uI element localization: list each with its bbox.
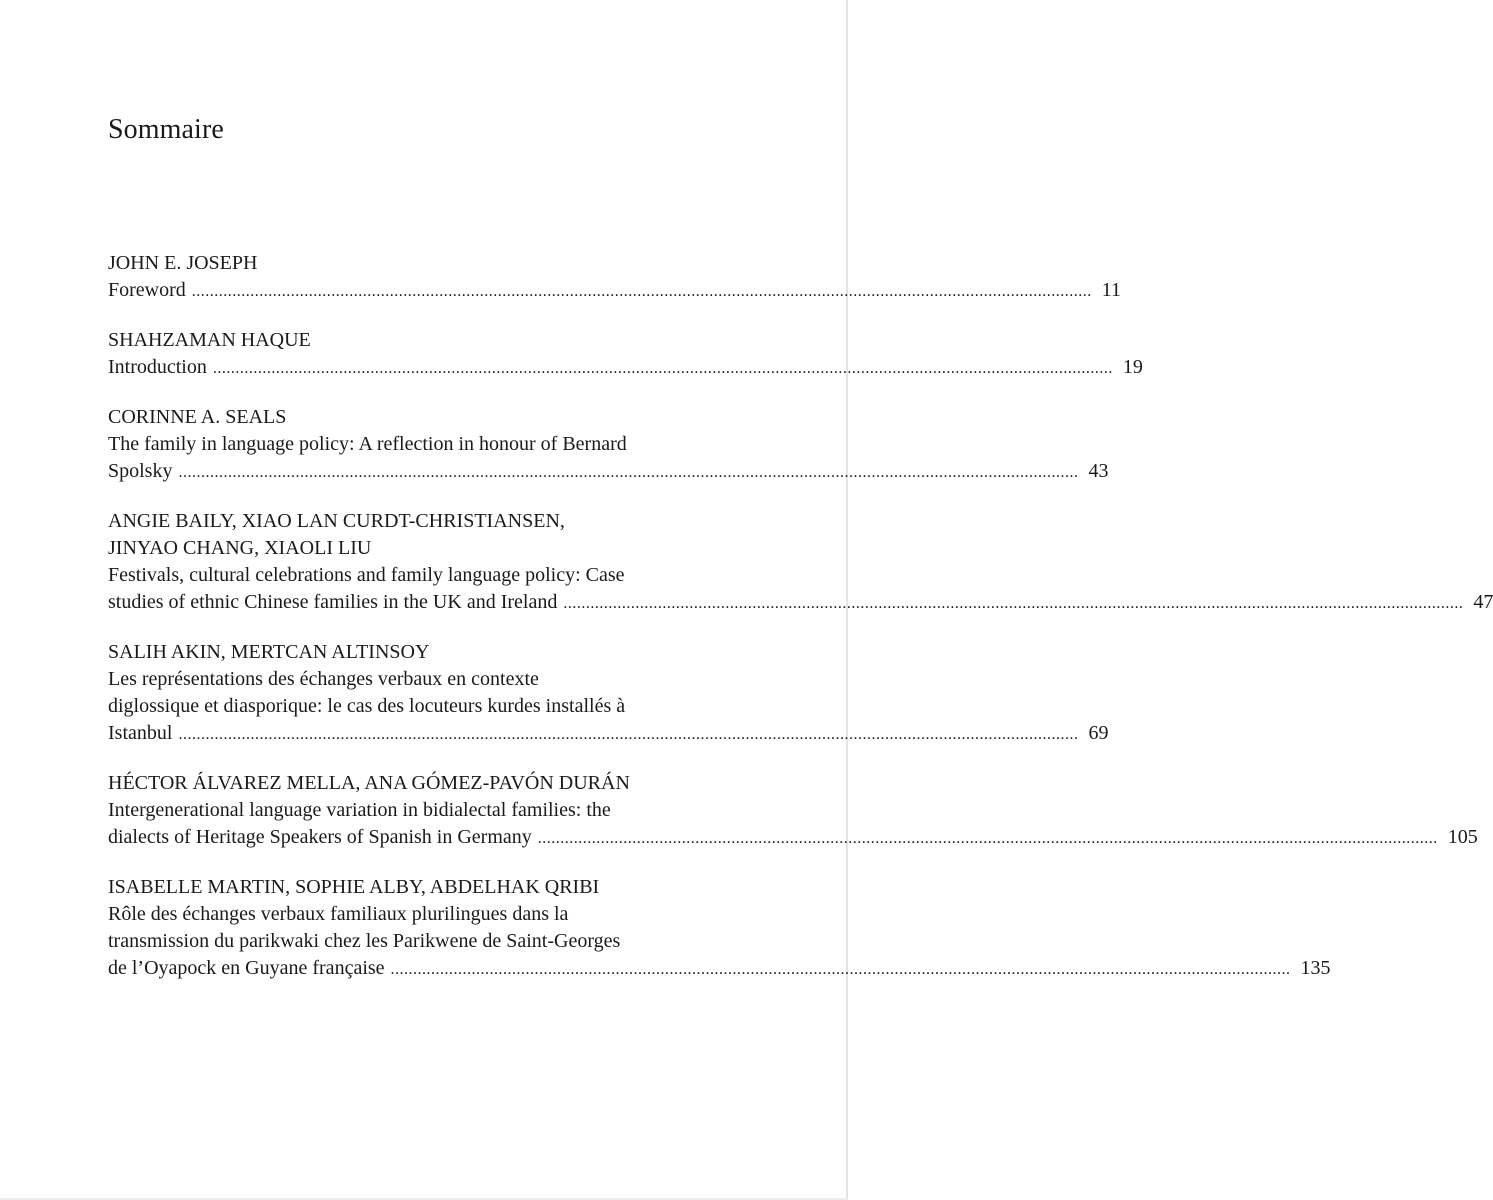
dot-leader: ........................................................................................................................................................................................................ [212,360,1113,377]
entry-title-text: Spolsky [108,460,173,482]
entry-title-last-line [108,458,1109,486]
dot-leader: ........................................................................................................................................................................................................ [537,830,1438,847]
toc-entry[interactable] [108,770,1478,852]
entry-authors: ISABELLE MARTIN, SOPHIE ALBY, ABDELHAK QRIBI [108,876,600,898]
entry-title-last-line [108,277,1122,305]
entry-title-text: dialects of Heritage Speakers of Spanish in Germany [108,826,532,848]
entry-title-line: Les représentations des échanges verbaux en contexte [108,668,539,690]
table-of-contents [108,250,1493,1005]
toc-entry[interactable] [108,874,1331,983]
entry-title-line: Festivals, cultural celebrations and family language policy: Case [108,564,625,586]
entry-authors: JOHN E. JOSEPH [108,252,258,274]
dot-leader: ........................................................................................................................................................................................................ [178,726,1079,743]
entry-title-last-line [108,589,1493,617]
entry-title-text: Istanbul [108,722,173,744]
entry-title-last-line [108,720,1109,748]
dot-leader: ........................................................................................................................................................................................................ [563,595,1464,612]
entry-title-line: Rôle des échanges verbaux familiaux plurilingues dans la [108,903,569,925]
dot-leader: ........................................................................................................................................................................................................ [191,283,1092,300]
entry-authors: HÉCTOR ÁLVAREZ MELLA, ANA GÓMEZ-PAVÓN DURÁN [108,772,630,794]
page-number: 105 [1447,826,1478,848]
entry-authors: SHAHZAMAN HAQUE [108,329,311,351]
entry-title-line: transmission du parikwaki chez les Parikwene de Saint-Georges [108,930,621,952]
page-number: 135 [1300,957,1331,979]
entry-title-line: Intergenerational language variation in bidialectal families: the [108,799,611,821]
toc-entry[interactable] [108,639,1109,748]
entry-authors: CORINNE A. SEALS [108,406,287,428]
toc-entry[interactable] [108,508,1493,617]
dot-leader: ........................................................................................................................................................................................................ [390,961,1291,978]
entry-title-line: diglossique et diasporique: le cas des locuteurs kurdes installés à [108,695,626,717]
entry-title-text: studies of ethnic Chinese families in the UK and Ireland [108,591,558,613]
entry-title-text: de l’Oyapock en Guyane française [108,957,385,979]
entry-authors: SALIH AKIN, MERTCAN ALTINSOY [108,641,430,663]
page-title: Sommaire [108,114,224,145]
entry-authors: ANGIE BAILY, XIAO LAN CURDT-CHRISTIANSEN, [108,510,565,532]
entry-title-text: Introduction [108,356,207,378]
entry-title-line: The family in language policy: A reflection in honour of Bernard [108,433,627,455]
entry-title-last-line [108,955,1331,983]
dot-leader: ........................................................................................................................................................................................................ [178,464,1079,481]
toc-entry[interactable] [108,327,1143,382]
page-number: 47 [1473,591,1493,613]
entry-title-last-line [108,354,1143,382]
entry-title-last-line [108,824,1478,852]
page-number: 69 [1088,722,1109,744]
toc-entry[interactable] [108,250,1122,305]
entry-authors: JINYAO CHANG, XIAOLI LIU [108,537,372,559]
page-number: 11 [1101,279,1122,301]
toc-entry[interactable] [108,404,1109,486]
page-number: 43 [1088,460,1109,482]
page-number: 19 [1122,356,1143,378]
entry-title-text: Foreword [108,279,186,301]
